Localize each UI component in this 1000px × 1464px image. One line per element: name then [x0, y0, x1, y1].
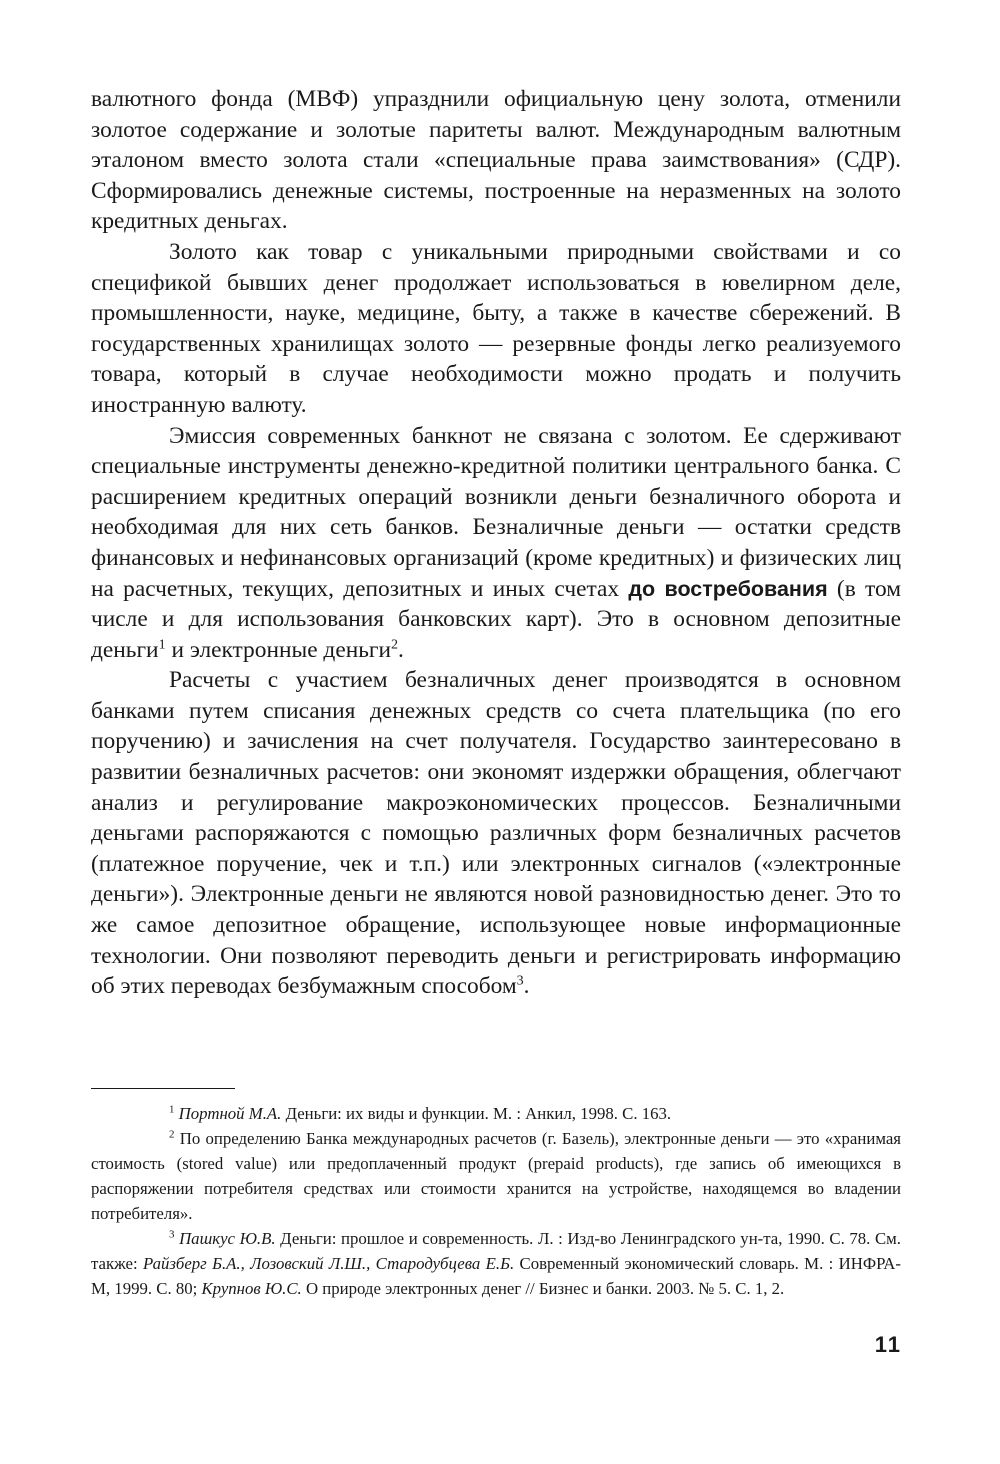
footnote-1 — [91, 1101, 901, 1126]
paragraph-3 — [91, 421, 901, 666]
paragraph-3-text-d: . — [398, 636, 404, 663]
paragraph-4-end: . — [523, 973, 530, 1000]
bold-term: до востребования — [628, 576, 828, 601]
footnote-3-text-2: Современный экономический словарь. М. : ИНФРА-М, 1999. С. 80; — [91, 1254, 901, 1298]
footnote-2 — [91, 1126, 901, 1226]
paragraph-3-text-c: и электронные деньги — [165, 636, 392, 663]
footnote-1-number: 1 — [169, 1103, 175, 1116]
footnote-3-text-3: О природе электронных денег // Бизнес и банки. 2003. № 5. С. 1, 2. — [301, 1279, 785, 1298]
paragraph-4-text: Расчеты с участием безналичных денег производятся в основном банками путем списания денежных средств со счета плательщика (по его поручению) и зачисления на счет получателя. Государство заинтересовано в развитии безналичных расчетов: они экономят издержки обращения, облегчают анализ и регулирование макроэкономических процессов. Безналичными деньгами распоряжаются с помощью различных форм безналичных расчетов (платежное поручение, чек и т.п.) или электронных сигналов («электронные деньги»). Электронные деньги не являются новой разновидностью денег. Это то же самое депозитное обращение, использующее новые информационные технологии. Они позволяют переводить деньги и регистрировать информацию об этих переводах безбумажным способом — [91, 667, 901, 1000]
footnote-3 — [91, 1226, 901, 1301]
footnote-2-number: 2 — [169, 1128, 175, 1141]
footnote-divider — [91, 1088, 235, 1089]
footnote-3-author-1: Пашкус Ю.В. — [179, 1229, 276, 1248]
footnote-2-text: По определению Банка международных расчетов (г. Базель), электронные деньги — это «хранимая стоимость (stored value) или предоплаченный продукт (prepaid products), где запись об имеющихся в распоряжении потребителя средствах или стоимости хранится на устройстве, находящемся во владении потребителя». — [91, 1129, 901, 1223]
footnote-1-text: Деньги: их виды и функции. М. : Анкил, 1998. С. 163. — [281, 1104, 672, 1123]
footnote-3-author-3: Крупнов Ю.С. — [201, 1279, 302, 1298]
paragraph-4 — [91, 665, 901, 1002]
page-number: 11 — [874, 1332, 902, 1357]
paragraph-3-text-b: (в том числе и для использования банковских карт). Это в основном депозитные деньги — [91, 575, 901, 663]
footnote-ref-1[interactable]: 1 — [158, 636, 166, 653]
footnote-1-author: Портной М.А. — [178, 1104, 282, 1123]
paragraph-1: валютного фонда (МВФ) упразднили официальную цену золота, отменили золотое содержание и золотые паритеты валют. Международным валютным эталоном вместо золота стали «специальные права заимствования» (СДР). Сформировались денежные системы, построенные на неразменных на золото кредитных деньгах. — [91, 86, 901, 235]
footnote-ref-2[interactable]: 2 — [391, 636, 399, 653]
paragraph-3-text-a: Эмиссия современных банкнот не связана с золотом. Ее сдерживают специальные инструменты денежно-кредитной политики центрального банка. С расширением кредитных операций возникли деньги безналичного оборота и необходимая для них сеть банков. Безналичные деньги — остатки средств финансовых и нефинансовых организаций (кроме кредитных) и физических лиц на расчетных, текущих, депозитных и иных счетах — [91, 422, 901, 602]
footnote-3-number: 3 — [169, 1228, 175, 1241]
footnote-ref-3[interactable]: 3 — [516, 972, 524, 989]
footnote-3-author-2: Райзберг Б.А., Лозовский Л.Ш., Стародубцева Е.Б. — [142, 1254, 515, 1273]
footnote-3-text-1: Деньги: прошлое и современность. Л. : Изд-во Ленинградского ун-та, 1990. С. 78. См. также: — [91, 1229, 901, 1273]
paragraph-2: Золото как товар с уникальными природными свойствами и со спецификой бывших денег продолжает использоваться в ювелирном деле, промышленности, науке, медицине, быту, а также в качестве сбережений. В государственных хранилищах золото — резервные фонды легко реализуемого товара, который в случае необходимости можно продать и получить иностранную валюту. — [91, 238, 901, 418]
main-text — [91, 84, 901, 1002]
footnotes — [91, 1101, 901, 1301]
